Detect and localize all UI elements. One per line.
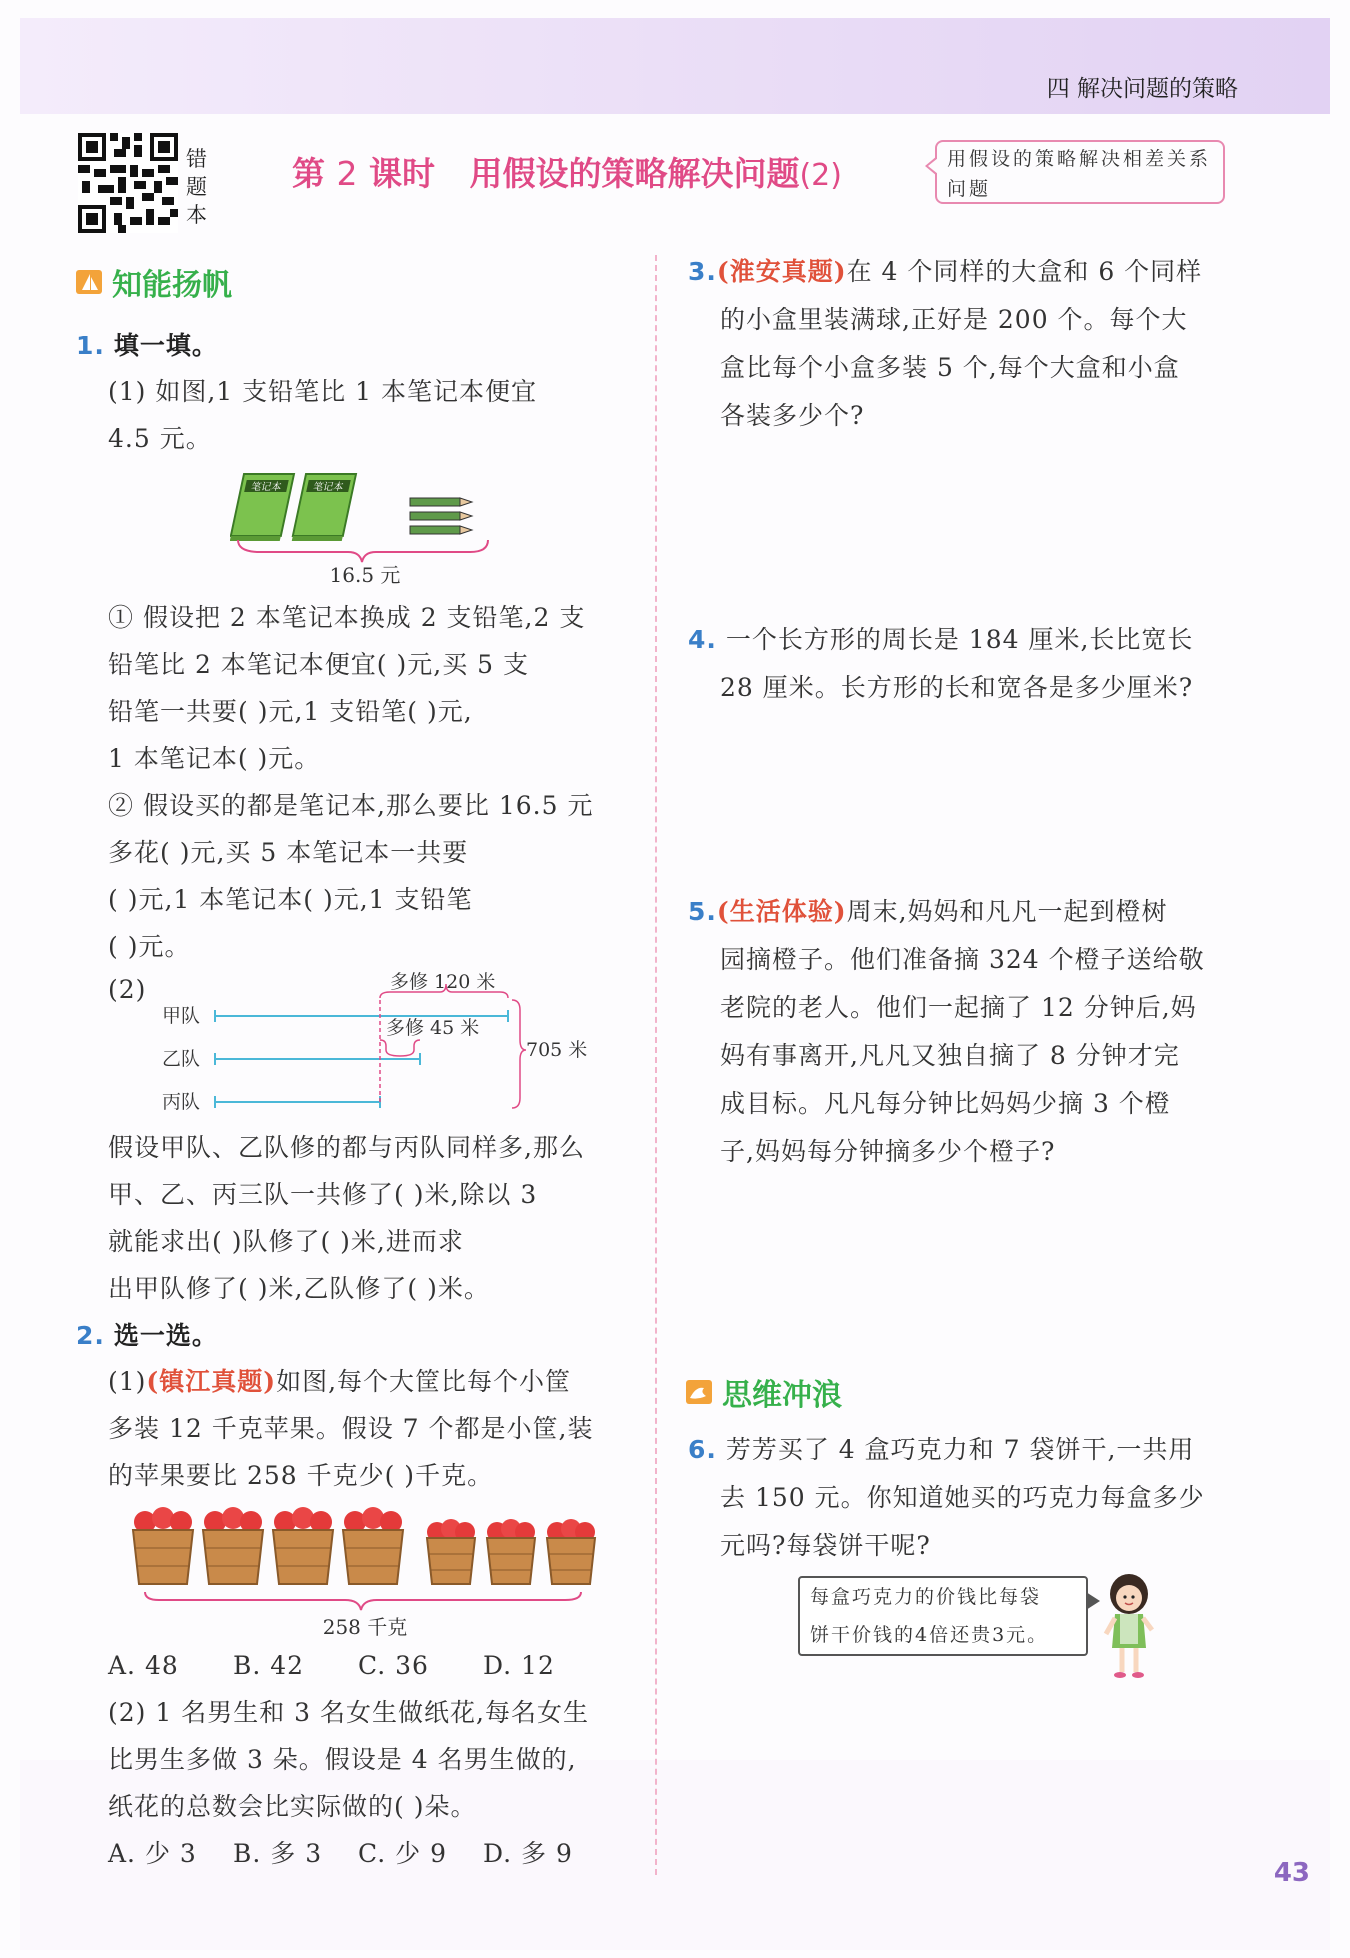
q1-p2-line2: 甲、乙、丙三队一共修了( )米,除以 3: [108, 1180, 538, 1209]
q5-line5: 成目标。凡凡每分钟比妈妈少摘 3 个橙: [720, 1089, 1171, 1118]
q1-p1-a-line3: 铅笔一共要( )元,1 支铅笔( )元,: [108, 697, 473, 726]
q2-p1-line2: 多装 12 千克苹果。假设 7 个都是小筐,装: [108, 1414, 594, 1443]
hint-bubble: [798, 1576, 1088, 1656]
big-basket-icon: [133, 1507, 193, 1584]
q1-p2-label: (2): [108, 975, 147, 1004]
q2-head: 2. 选一选。: [76, 1321, 218, 1350]
big-basket-icon: [343, 1507, 403, 1584]
notebook-pencil-figure: [230, 462, 500, 587]
q1-p2-line3: 就能求出( )队修了( )米,进而求: [108, 1227, 464, 1256]
q4-line1: 4. 一个长方形的周长是 184 厘米,长比宽长: [688, 625, 1194, 654]
total-label: 16.5 元: [329, 563, 401, 587]
hint-line1: 每盒巧克力的价钱比每袋: [810, 1586, 1042, 1608]
pencil-icon: [410, 526, 472, 534]
option-d[interactable]: D. 多 9: [483, 1839, 573, 1868]
lesson-tag: 用假设的策略解决相差关系问题: [935, 140, 1225, 204]
page-number: 43: [1273, 1858, 1310, 1888]
brace: [145, 1592, 581, 1610]
option-a[interactable]: A. 少 3: [108, 1839, 197, 1868]
option-c[interactable]: C. 36: [358, 1651, 429, 1680]
q1-p1-b-line2: 多花( )元,买 5 本笔记本一共要: [108, 838, 469, 867]
q1-p1-line2: 4.5 元。: [108, 424, 212, 453]
q1-p1-a-line2: 铅笔比 2 本笔记本便宜( )元,买 5 支: [108, 650, 530, 679]
pencil-icon: [410, 512, 472, 520]
small-basket-icon: [427, 1519, 475, 1584]
total-705-label: 705 米: [526, 1039, 588, 1061]
team-a-label: 甲队: [162, 1005, 201, 1027]
unit-title: 四 解决问题的策略: [1046, 76, 1238, 102]
q1-p1-b-line3: ( )元,1 本笔记本( )元,1 支铅笔: [108, 885, 473, 914]
team-b-label: 乙队: [162, 1048, 201, 1070]
q2-p2-line2: 比男生多做 3 朵。假设是 4 名男生做的,: [108, 1745, 577, 1774]
lesson-title: 第 2 课时 用假设的策略解决问题(2): [292, 154, 842, 193]
q5-line3: 老院的老人。他们一起摘了 12 分钟后,妈: [720, 993, 1197, 1022]
option-b[interactable]: B. 多 3: [233, 1839, 323, 1868]
svg-text:笔记本: 笔记本: [249, 482, 283, 493]
total-258-label: 258 千克: [322, 1615, 408, 1639]
column-divider: [655, 255, 657, 1875]
pencil-icon: [410, 498, 472, 506]
q3-line2: 的小盒里装满球,正好是 200 个。每个大: [720, 305, 1188, 334]
q4-line2: 28 厘米。长方形的长和宽各是多少厘米?: [720, 673, 1194, 702]
wave-icon: [686, 1378, 714, 1406]
q1-p1-line1: (1) 如图,1 支铅笔比 1 本笔记本便宜: [108, 377, 537, 406]
q5-line2: 园摘橙子。他们准备摘 324 个橙子送给敬: [720, 945, 1205, 974]
q5-line6: 子,妈妈每分钟摘多少个橙子?: [720, 1137, 1056, 1166]
q2-p1-line1: (1)(镇江真题)如图,每个大筐比每个小筐: [108, 1367, 572, 1396]
q5-line4: 妈有事离开,凡凡又独自摘了 8 分钟才完: [720, 1041, 1180, 1070]
section-head-siwei: 思维冲浪: [686, 1370, 842, 1414]
q3-line4: 各装多少个?: [720, 401, 865, 430]
more-120-label: 多修 120 米: [390, 971, 496, 993]
notebook-icon: [292, 474, 356, 541]
q1-head: 1. 填一填。: [76, 331, 218, 360]
q3-line1: 3.(淮安真题)在 4 个同样的大盒和 6 个同样: [688, 257, 1203, 286]
apple-basket-figure: [125, 1500, 615, 1640]
q6-line1: 6. 芳芳买了 4 盒巧克力和 7 袋饼干,一共用: [688, 1435, 1195, 1464]
sail-icon: [76, 268, 104, 296]
qr-code-icon[interactable]: [78, 133, 178, 233]
q1-p1-a-line4: 1 本笔记本( )元。: [108, 744, 321, 773]
q2-p2-options: [108, 1830, 608, 1877]
q2-p1-line3: 的苹果要比 258 千克少( )千克。: [108, 1461, 494, 1490]
option-b[interactable]: B. 42: [233, 1651, 305, 1680]
team-line-diagram: [150, 970, 600, 1120]
qr-label: 错题本: [186, 147, 207, 227]
hint-line2: 饼干价钱的4倍还贵3元。: [810, 1624, 1049, 1646]
notebook-icon: [230, 474, 294, 541]
svg-text:笔记本: 笔记本: [311, 482, 345, 493]
q3-line3: 盒比每个小盒多装 5 个,每个大盒和小盒: [720, 353, 1180, 382]
q6-line3: 元吗?每袋饼干呢?: [720, 1531, 931, 1560]
option-a[interactable]: A. 48: [108, 1651, 179, 1680]
q6-line2: 去 150 元。你知道她买的巧克力每盒多少: [720, 1483, 1205, 1512]
option-c[interactable]: C. 少 9: [358, 1839, 447, 1868]
q5-line1: 5.(生活体验)周末,妈妈和凡凡一起到橙树: [688, 897, 1168, 926]
small-basket-icon: [487, 1519, 535, 1584]
team-c-label: 丙队: [162, 1091, 201, 1113]
q2-p2-line3: 纸花的总数会比实际做的( )朵。: [108, 1792, 477, 1821]
small-basket-icon: [547, 1519, 595, 1584]
q2-p2-line1: (2) 1 名男生和 3 名女生做纸花,每名女生: [108, 1698, 589, 1727]
q1-p1-a-line1: ① 假设把 2 本笔记本换成 2 支铅笔,2 支: [108, 603, 586, 632]
more-45-label: 多修 45 米: [386, 1017, 480, 1039]
brace: [238, 540, 488, 562]
q1-p1-b-line1: ② 假设买的都是笔记本,那么要比 16.5 元: [108, 791, 594, 820]
q1-p2-line1: 假设甲队、乙队修的都与丙队同样多,那么: [108, 1133, 585, 1162]
section-head-zhineng: 知能扬帆: [76, 260, 232, 304]
girl-illustration: [1098, 1572, 1160, 1682]
big-basket-icon: [273, 1507, 333, 1584]
big-basket-icon: [203, 1507, 263, 1584]
option-d[interactable]: D. 12: [483, 1651, 555, 1680]
q1-p2-line4: 出甲队修了( )米,乙队修了( )米。: [108, 1274, 490, 1303]
q2-p1-options: [108, 1642, 608, 1689]
q1-p1-b-line4: ( )元。: [108, 932, 191, 961]
